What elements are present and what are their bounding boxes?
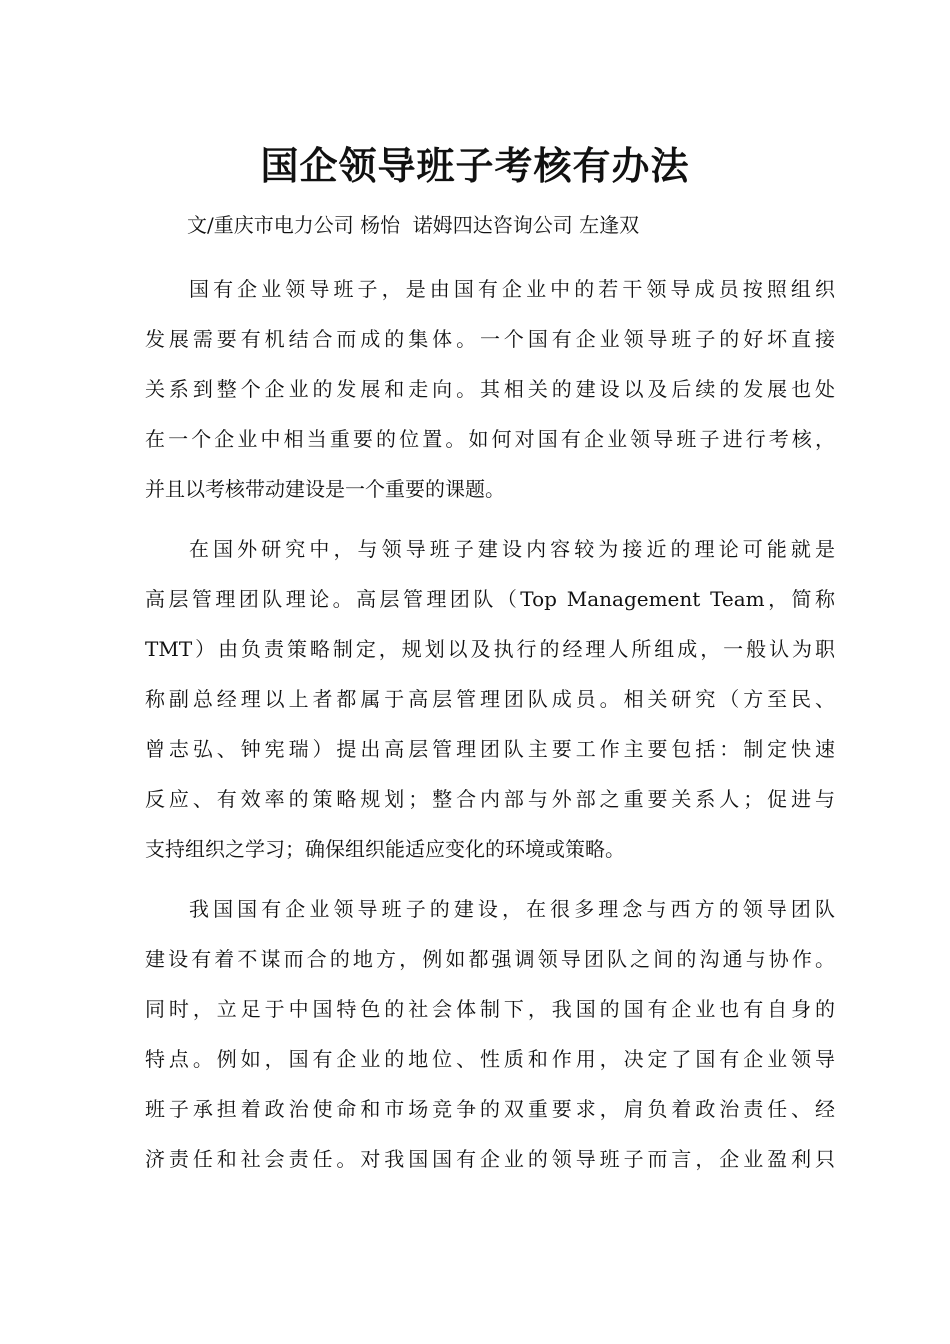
paragraph-line: 并且以考核带动建设是一个重要的课题。: [145, 477, 505, 501]
paragraph-line: 支持组织之学习；确保组织能适应变化的环境或策略。: [145, 837, 625, 861]
paragraph-line: TMT）由负责策略制定，规划以及执行的经理人所组成，一般认为职: [145, 637, 835, 661]
paragraph-1: [145, 264, 835, 514]
paragraph-line: 济责任和社会责任。对我国国有企业的领导班子而言，企业盈利只: [145, 1147, 835, 1171]
document-title: 国企领导班子考核有办法: [260, 143, 690, 188]
paragraph-line: 同时，立足于中国特色的社会体制下，我国的国有企业也有自身的: [145, 997, 835, 1021]
paragraph-line: 称副总经理以上者都属于高层管理团队成员。相关研究（方至民、: [145, 687, 835, 711]
paragraph-line: 关系到整个企业的发展和走向。其相关的建设以及后续的发展也处: [145, 377, 835, 401]
author-byline: 文/重庆市电力公司 杨怡 诺姆四达咨询公司 左逢双: [187, 213, 640, 237]
paragraph-line: 特点。例如，国有企业的地位、性质和作用，决定了国有企业领导: [145, 1047, 835, 1071]
paragraph-line: 在国外研究中，与领导班子建设内容较为接近的理论可能就是: [189, 537, 835, 561]
paragraph-2: [145, 524, 835, 874]
paragraph-line: 国有企业领导班子，是由国有企业中的若干领导成员按照组织: [189, 277, 835, 301]
paragraph-line: 高层管理团队理论。高层管理团队（Top Management Team，简称: [145, 587, 835, 611]
paragraph-line: 班子承担着政治使命和市场竞争的双重要求，肩负着政治责任、经: [145, 1097, 835, 1121]
paragraph-line: 我国国有企业领导班子的建设，在很多理念与西方的领导团队: [189, 897, 835, 921]
paragraph-line: 反应、有效率的策略规划；整合内部与外部之重要关系人；促进与: [145, 787, 835, 811]
paragraph-line: 建设有着不谋而合的地方，例如都强调领导团队之间的沟通与协作。: [145, 947, 835, 971]
paragraph-line: 曾志弘、钟宪瑞）提出高层管理团队主要工作主要包括：制定快速: [145, 737, 835, 761]
paragraph-3: [145, 884, 835, 1184]
paragraph-line: 发展需要有机结合而成的集体。一个国有企业领导班子的好坏直接: [145, 327, 835, 351]
paragraph-line: 在一个企业中相当重要的位置。如何对国有企业领导班子进行考核，: [145, 427, 835, 451]
